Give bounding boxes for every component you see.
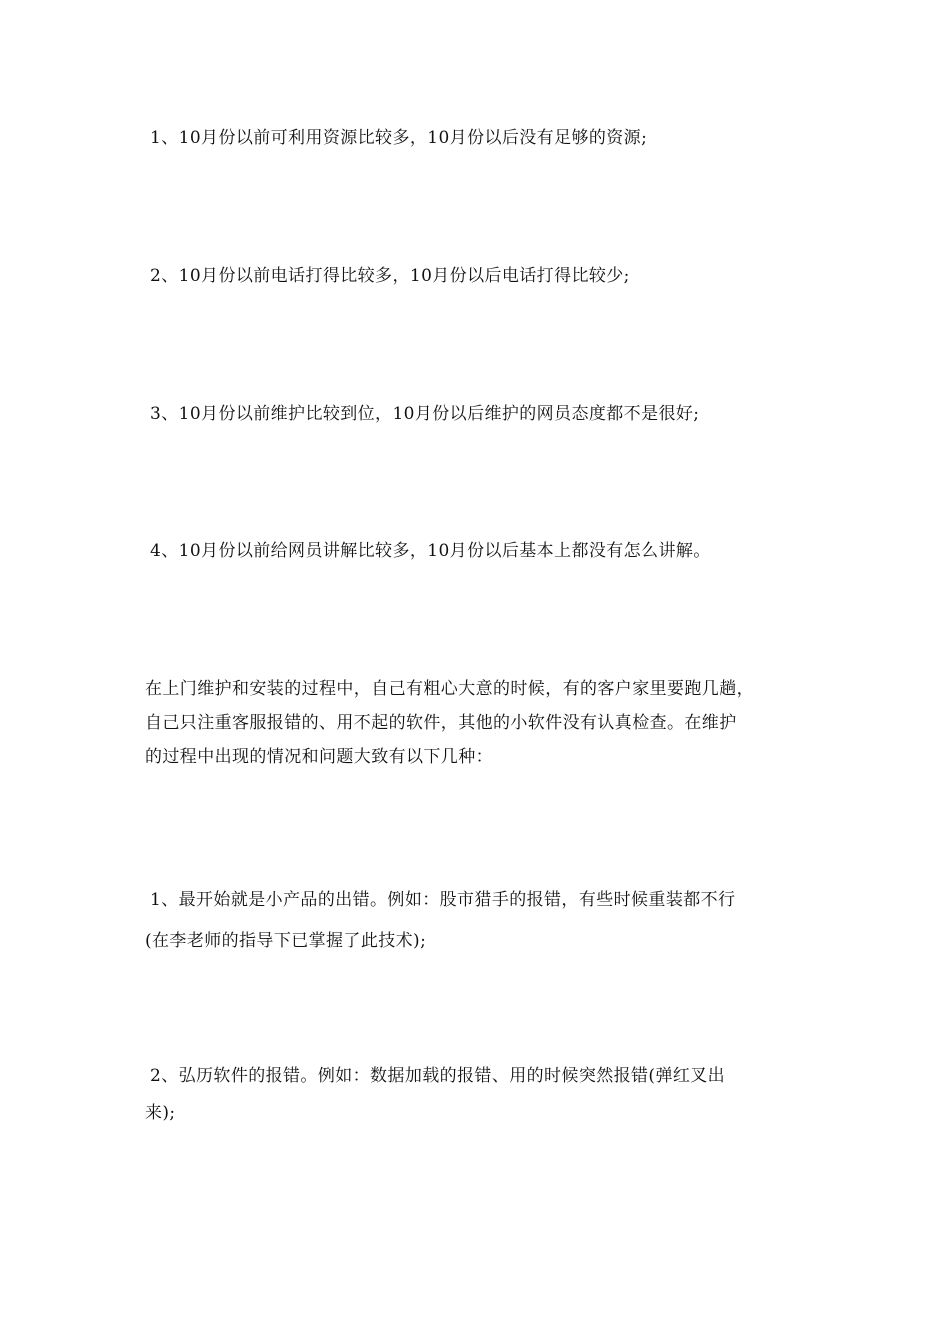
paragraph-5-line-2: 自己只注重客服报错的、用不起的软件，其他的小软件没有认真检查。在维护 <box>145 713 737 733</box>
paragraph-5-line-1: 在上门维护和安装的过程中，自己有粗心大意的时候，有的客户家里要跑几趟， <box>145 679 754 699</box>
paragraph-7-line-1: 2、弘历软件的报错。例如：数据加载的报错、用的时候突然报错(弹红叉出 <box>150 1066 726 1086</box>
paragraph-6-line-1: 1、最开始就是小产品的出错。例如：股市猎手的报错，有些时候重装都不行 <box>150 890 736 910</box>
paragraph-1-line-1: 1、10月份以前可利用资源比较多，10月份以后没有足够的资源; <box>150 128 648 148</box>
paragraph-5-line-3: 的过程中出现的情况和问题大致有以下几种： <box>145 747 493 767</box>
paragraph-2-line-1: 2、10月份以前电话打得比较多，10月份以后电话打得比较少; <box>150 266 630 286</box>
paragraph-4-line-1: 4、10月份以前给网员讲解比较多，10月份以后基本上都没有怎么讲解。 <box>150 541 711 561</box>
paragraph-3-line-1: 3、10月份以前维护比较到位，10月份以后维护的网员态度都不是很好; <box>150 404 700 424</box>
paragraph-6-line-2: (在李老师的指导下已掌握了此技术); <box>145 931 427 951</box>
paragraph-7-line-2: 来); <box>145 1103 176 1123</box>
